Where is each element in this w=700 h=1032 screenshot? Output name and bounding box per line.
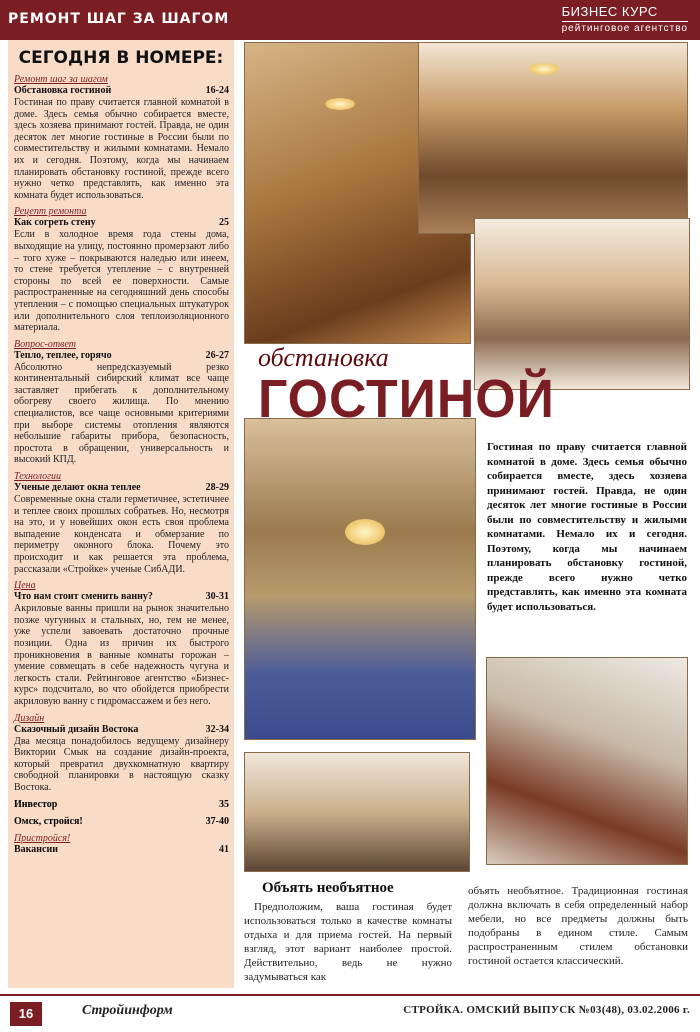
page-footer	[0, 994, 700, 1032]
toc-category: Пристройся!	[14, 832, 71, 844]
publication-name: Стройинформ	[82, 1003, 173, 1018]
toc-page-range: 16-24	[205, 85, 229, 96]
toc-category: Рецепт ремонта	[14, 206, 87, 218]
section-title: РЕМОНТ ШАГ ЗА ШАГОМ	[8, 11, 230, 27]
toc-summary: Современные окна стали герметичнее, эстетичнее и теплее своих прошлых собратьев. Но, несмотря на это, и у новейших окон есть своя проблема выпадение конденсата и обмерзание по периметру оконного блока. Почему это происходит и как решается эта проблема, рассказали «Стройке» ученые СибАДИ.	[14, 494, 229, 575]
table-of-contents	[8, 40, 234, 988]
toc-entry-title: Ученые делают окна теплее	[14, 482, 141, 494]
toc-page-range: 32-34	[205, 723, 229, 735]
toc-headline	[14, 844, 229, 856]
fireplace-room-photo	[244, 752, 470, 872]
toc-entry-title: Что нам стоит сменить ванну?	[14, 591, 153, 603]
staircase-photo	[486, 657, 688, 865]
toc-page-range: 30-31	[205, 591, 229, 603]
toc-entry-investor	[14, 799, 229, 810]
chandelier-icon	[325, 98, 355, 110]
article-column-2: объять необъятное. Традиционная гостиная должна включать в себя определенный набор мебели, но все предметы должны быть подобраны в едином стиле. Самым распространенным стилем обстановки гостиной остается классический.	[468, 885, 688, 967]
toc-summary: Акриловые ванны пришли на рынок значительно позже чугунных и стальных, но, тем не менее, уже успели завоевать достаточно прочные позиции. Одна из причин их быстрого проникновения в ванные комнаты горожан – умение совмещать в себе надежность чугуна и легкость стали. Рейтинговое агентство «Бизнес-курс» подсчитало, во что обойдется приобрести акриловую ванну с гидромассажем и без него.	[14, 603, 229, 707]
toc-entry-title: Как согреть стену	[14, 217, 96, 229]
toc-entry-title: Тепло, теплее, горячо	[14, 349, 112, 361]
article-lead: Гостиная по праву считается главной комнатой в доме. Здесь семья обычно собирается вместе, здесь хозяева принимают гостей. Правда, не один десяток лет многие гостиные в России были по совместительству и жилыми комнатами. Немало их и сегодня. Поэтому, когда мы начинаем планировать обстановку гостиной, прежде всего нужно четко представлять, как именно эта комната будет использоваться.	[487, 441, 687, 613]
toc-headline	[14, 217, 229, 229]
article-column-1: Предположим, ваша гостиная будет использоваться только в качестве комнаты отдыха и для приема гостей. На первый взгляд, этот вариант наиболее простой. Действительно, ведь не нужно задумываться как	[244, 901, 452, 983]
toc-entry-title: Сказочный дизайн Востока	[14, 723, 139, 735]
toc-category: Вопрос-ответ	[14, 338, 76, 350]
toc-entry	[14, 339, 229, 466]
toc-entry	[14, 206, 229, 333]
toc-headline	[14, 724, 229, 736]
classic-salon-photo	[244, 418, 476, 740]
toc-headline	[14, 85, 229, 97]
brand-subtitle: рейтинговое агентство	[561, 23, 688, 34]
section-header-bar	[0, 0, 700, 40]
toc-entry-omsk	[14, 816, 229, 827]
toc-title: СЕГОДНЯ В НОМЕРЕ:	[18, 48, 224, 68]
toc-summary: Абсолютно непредсказуемый резко континентальный сибирский климат все чаще заставляет прибегать к дополнительному обогреву своего жилища. По мнению специалистов, все чаще основными критериями при выборе системы отопления являются небольшие габариты прибора, безопасность, простота в обращении, универсальность и высокий КПД.	[14, 361, 229, 466]
hall-photo-marble-floor	[474, 218, 690, 390]
toc-entry-title: Вакансии	[14, 843, 59, 855]
toc-summary: Если в холодное время года стены дома, выходящие на улицу, постоянно промерзают либо – того хуже – покрываются наледью или инеем, то стене требуется утепление – с внутренней стороны по всей ее поверхности. Самые распространенные на сегодняшний день способы утепления – с помощью специальных штукатурок или дополнительного слоя теплоизоляционного материала.	[14, 229, 229, 334]
toc-category: Технологии	[14, 471, 62, 483]
toc-entry-title: Обстановка гостиной	[14, 85, 112, 96]
chandelier-icon	[529, 63, 559, 75]
toc-category: Дизайн	[14, 712, 45, 724]
living-room-photo-window	[418, 42, 688, 234]
toc-headline	[14, 591, 229, 603]
toc-entry	[14, 713, 229, 794]
toc-page-range: 35	[219, 798, 229, 810]
toc-headline	[14, 350, 229, 362]
page-number: 16	[10, 1002, 42, 1026]
article-subheading: Объять необъятное	[262, 880, 394, 896]
toc-entry-vacancies	[14, 833, 229, 856]
toc-page-range: 28-29	[205, 482, 229, 494]
toc-page-range: 26-27	[205, 349, 229, 361]
headline-big: ГОСТИНОЙ	[258, 369, 555, 429]
toc-entry	[14, 74, 229, 201]
toc-entry	[14, 471, 229, 575]
brand-logo	[562, 4, 688, 34]
issue-info: СТРОЙКА. ОМСКИЙ ВЫПУСК №03(48), 03.02.2006 г.	[403, 1004, 690, 1016]
toc-category: Ремонт шаг за шагом	[14, 74, 108, 85]
toc-summary: Два месяца понадобилось ведущему дизайнеру Виктории Смык на создание дизайн-проекта, который превратил двухкомнатную квартиру свободной планировки в настоящую сказку Востока.	[14, 735, 229, 793]
toc-page-range: 37-40	[205, 815, 229, 827]
toc-category: Цена	[14, 580, 36, 592]
toc-entry	[14, 580, 229, 707]
brand-name: БИЗНЕС КУРС	[561, 4, 658, 19]
toc-page-range: 41	[219, 843, 229, 855]
toc-summary: Гостиная по праву считается главной комнатой в доме. Здесь семья обычно собирается вместе, здесь хозяева принимают гостей. Правда, не один десяток лет многие гостиные в России были по совместительству и жилыми комнатами. Немало их и сегодня. Поэтому, когда мы начинаем планировать обстановку гостиной, прежде всего нужно четко представлять, как именно эта комната будет использоваться.	[14, 97, 229, 201]
toc-entry-title: Омск, стройся!	[14, 815, 83, 827]
headline-small: обстановка	[258, 343, 389, 372]
toc-page-range: 25	[219, 217, 229, 229]
toc-headline	[14, 482, 229, 494]
chandelier-icon	[345, 519, 385, 545]
toc-entry-title: Инвестор	[14, 798, 58, 810]
